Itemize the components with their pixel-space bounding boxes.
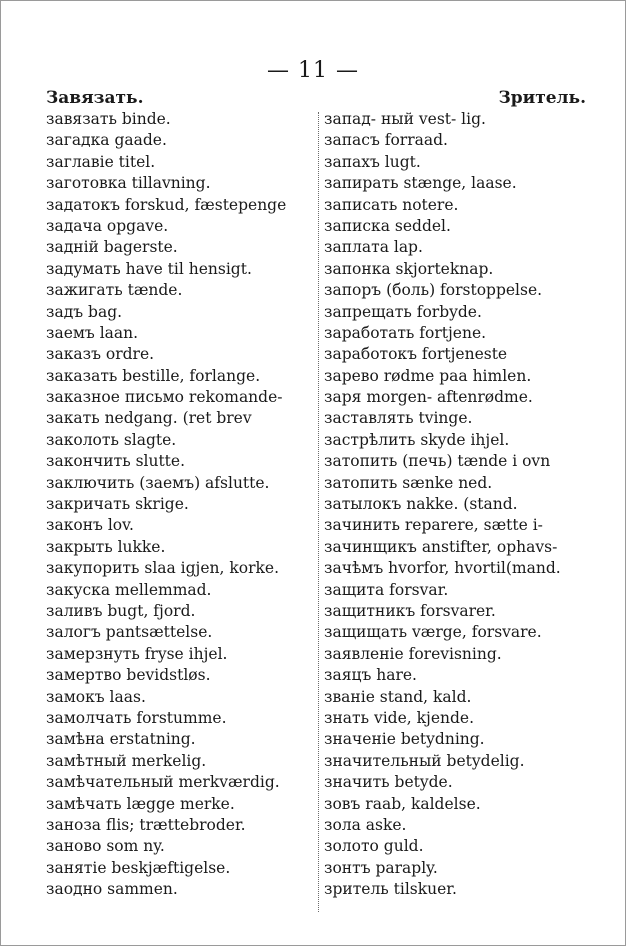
dictionary-entry: заказное письмо rekomande- <box>46 388 283 407</box>
dictionary-entry: заготовка tillavning. <box>46 174 211 193</box>
dictionary-entry: знать vide, kjende. <box>324 708 475 727</box>
dictionary-entry: значенie betydning. <box>324 730 485 749</box>
dictionary-entry: замолчать forstumme. <box>46 708 227 727</box>
dictionary-entry: запад- ный vest- lig. <box>324 110 486 128</box>
dictionary-entry: закончить slutte. <box>46 452 186 471</box>
dictionary-entry: затопить sænke ned. <box>324 473 493 492</box>
dictionary-entry: заказъ ordre. <box>46 345 155 364</box>
dictionary-entry: защищать værge, forsvare. <box>324 623 542 642</box>
dictionary-entry: зарево rødme paa himlen. <box>324 366 532 385</box>
left-column <box>46 109 316 900</box>
dictionary-entry: заяцъ hare. <box>324 666 417 685</box>
dictionary-entry: званie stand, kald. <box>324 687 472 706</box>
dictionary-entry: задача opgave. <box>46 216 169 235</box>
page-number: — 11 — <box>267 58 359 83</box>
dictionary-entry: запонка skjorteknap. <box>324 259 494 278</box>
dictionary-entry: задумать have til hensigt. <box>46 259 252 278</box>
dictionary-entry: законъ lov. <box>46 516 134 535</box>
dictionary-entry: заработать fortjene. <box>324 323 487 342</box>
dictionary-entry: заодно sammen. <box>46 880 178 899</box>
dictionary-entry: закуска mellemmad. <box>46 580 212 599</box>
column-divider <box>318 112 319 912</box>
dictionary-entry: заливъ bugt, fjord. <box>46 601 196 620</box>
dictionary-entry: замертво bevidstløs. <box>46 666 211 685</box>
dictionary-entry: заключить (заемъ) afslutte. <box>46 473 270 492</box>
dictionary-entry: золото guld. <box>324 837 424 856</box>
dictionary-entry: зовъ raab, kaldelse. <box>324 794 481 813</box>
dictionary-entry: запахъ lugt. <box>324 152 421 171</box>
dictionary-entry: зачинить reparere, sætte i- <box>324 516 543 535</box>
dictionary-entry: закупорить slaa igjen, korke. <box>46 559 279 578</box>
dictionary-entry: записать notere. <box>324 195 459 214</box>
dictionary-entry: задъ bag. <box>46 302 123 321</box>
dictionary-entry: зачѣмъ hvorfor, hvortil(mand. <box>324 559 561 578</box>
dictionary-entry: замокъ laas. <box>46 687 146 706</box>
dictionary-entry: заглавie titel. <box>46 152 156 171</box>
dictionary-entry: заемъ laan. <box>46 323 139 342</box>
dictionary-entry: заново som ny. <box>46 837 165 856</box>
dictionary-entry: защитникъ forsvarer. <box>324 601 496 620</box>
dictionary-entry: загадка gaade. <box>46 131 167 150</box>
dictionary-entry: закрыть lukke. <box>46 537 166 556</box>
dictionary-entry: заявленie forevisning. <box>324 644 502 663</box>
right-column <box>324 109 592 900</box>
dictionary-entry: затылокъ nakke. (stand. <box>324 495 518 514</box>
dictionary-entry: замѣчательный merkværdig. <box>46 773 280 792</box>
dictionary-entry: зритель tilskuer. <box>324 880 457 899</box>
dictionary-entry: завязать binde. <box>46 110 171 128</box>
dictionary-entry: заколоть slagte. <box>46 430 177 449</box>
dictionary-entry: заработокъ fortjeneste <box>324 345 508 364</box>
dictionary-entry: залогъ pantsættelse. <box>46 623 213 642</box>
dictionary-entry: заставлять tvinge. <box>324 409 473 428</box>
dictionary-entry: заднiй bagerste. <box>46 238 178 257</box>
dictionary-entry: заноза flis; trættebroder. <box>46 815 246 834</box>
dictionary-entry: зола aske. <box>324 815 407 834</box>
dictionary-entry: запирать stænge, laase. <box>324 174 517 193</box>
running-head-right: Зритель. <box>498 88 586 108</box>
dictionary-entry: записка seddel. <box>324 216 451 235</box>
dictionary-entry: зажигать tænde. <box>46 281 183 300</box>
dictionary-entry: заплата lap. <box>324 238 423 257</box>
dictionary-entry: замерзнуть fryse ihjel. <box>46 644 228 663</box>
dictionary-entry: заря morgen- aftenrødme. <box>324 388 533 407</box>
dictionary-entry: замѣчать lægge merke. <box>46 794 235 813</box>
dictionary-entry: заказать bestille, forlange. <box>46 366 261 385</box>
dictionary-entry: занятie beskjæftigelse. <box>46 858 231 877</box>
running-head-left: Завязать. <box>46 88 144 108</box>
dictionary-entry: зонтъ paraply. <box>324 858 438 877</box>
dictionary-entry: задатокъ forskud, fæstepenge <box>46 195 287 214</box>
dictionary-entry: запрещать forbyde. <box>324 302 482 321</box>
dictionary-entry: замѣтный merkelig. <box>46 751 207 770</box>
dictionary-entry: значить betyde. <box>324 773 453 792</box>
dictionary-entry: зачинщикъ anstifter, ophavs- <box>324 537 558 556</box>
dictionary-entry: запоръ (боль) forstoppelse. <box>324 281 543 300</box>
dictionary-entry: запасъ forraad. <box>324 131 448 150</box>
dictionary-entry: закать nedgang. (ret brev <box>46 409 252 428</box>
dictionary-entry: застрѣлить skyde ihjel. <box>324 430 510 449</box>
dictionary-entry: затопить (печь) tænde i ovn <box>324 452 551 471</box>
dictionary-entry: закричать skrige. <box>46 495 189 514</box>
dictionary-entry: замѣна erstatning. <box>46 730 196 749</box>
dictionary-entry: значительный betydelig. <box>324 751 525 770</box>
dictionary-entry: защита forsvar. <box>324 580 449 599</box>
